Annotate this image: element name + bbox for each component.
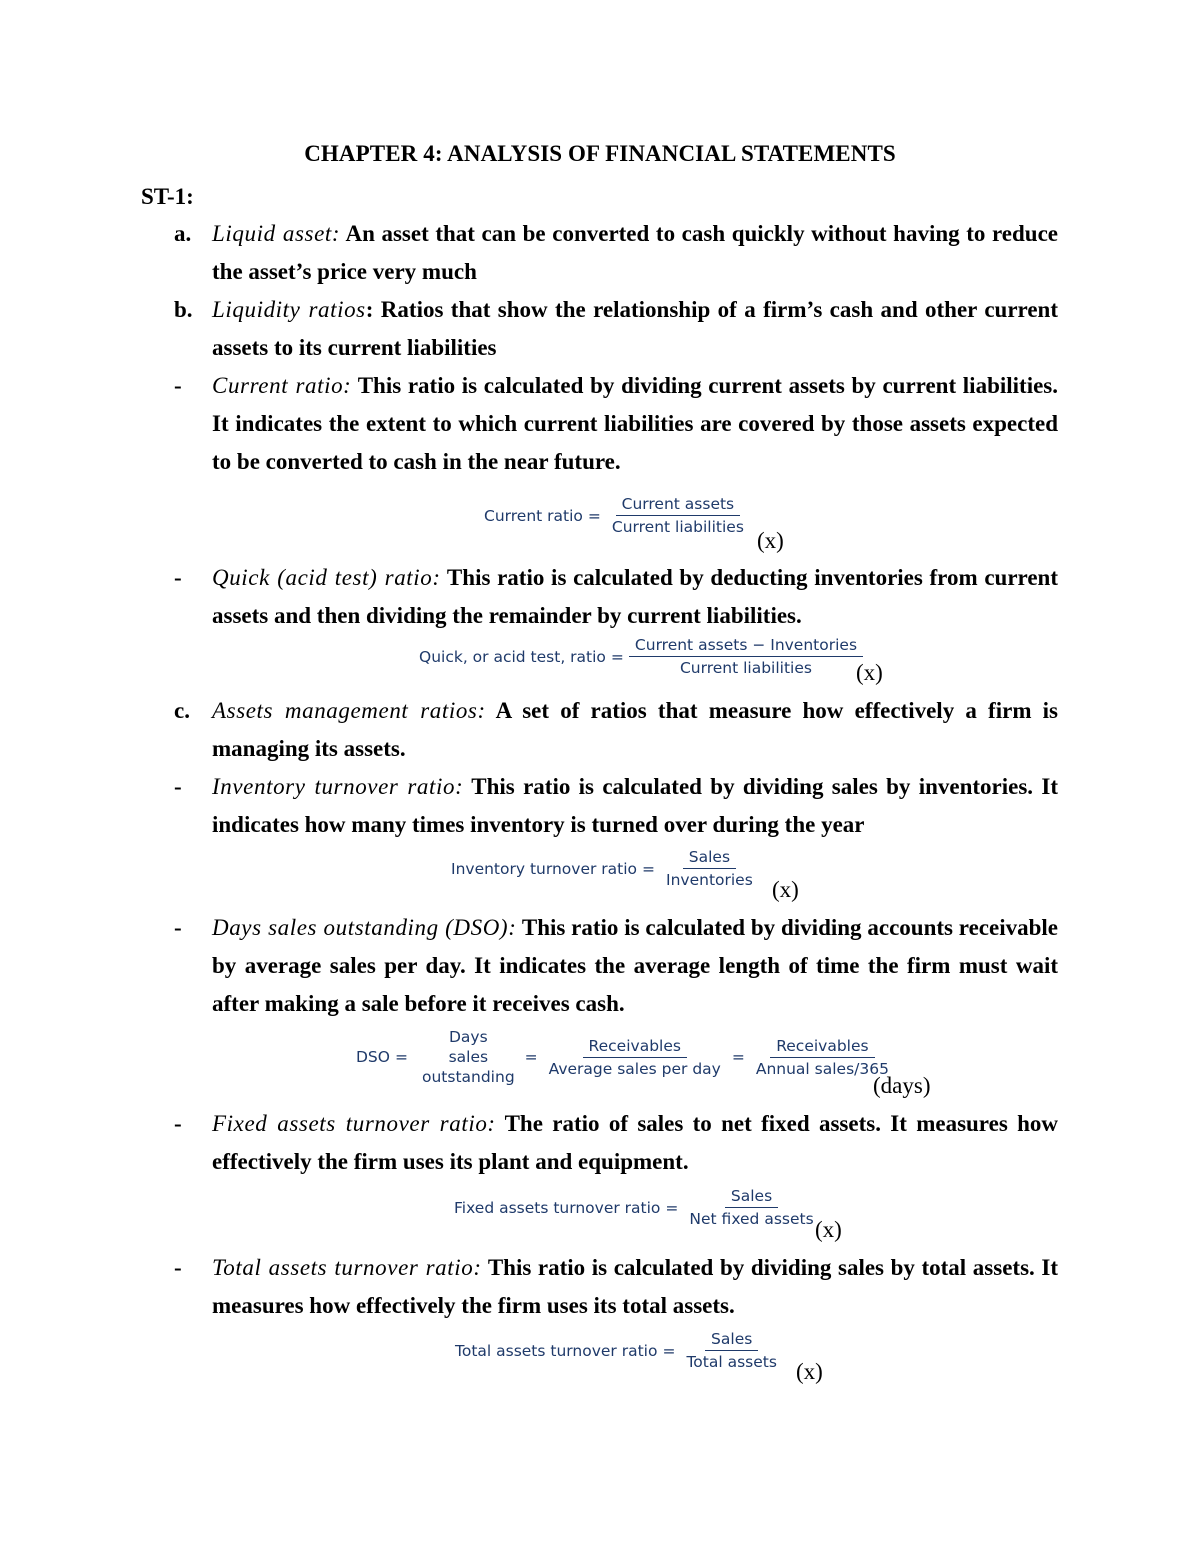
list-marker: b. [174, 297, 193, 322]
formula-inventory-turnover [451, 848, 759, 889]
unit-label: (x) [856, 660, 883, 685]
definition: A set of ratios that measure how effectively a firm is managing its assets. [212, 698, 1059, 761]
equals-sign: = [587, 506, 601, 525]
definition: This ratio is calculated by dividing sales by total assets. It measures how effectively the firm uses its total assets. [212, 1255, 1058, 1318]
term: Assets management ratios: [212, 698, 486, 723]
formula-lhs: DSO [356, 1048, 390, 1066]
definition: This ratio is calculated by dividing sales by inventories. It indicates how many times inventory is turned over during the year [212, 774, 1058, 837]
definition: This ratio is calculated by dividing accounts receivable by average sales per day. It indicates the average length of time the firm must wait after making a sale before it receives cash. [212, 915, 1058, 1016]
fraction [683, 1187, 819, 1228]
formula-current-ratio [484, 495, 750, 536]
definition: This ratio is calculated by deducting inventories from current assets and then dividing the remainder by current liabilities. [212, 565, 1058, 628]
term: Current ratio: [212, 373, 352, 398]
unit-label: (days) [873, 1073, 931, 1098]
formula-lhs: Total assets turnover ratio [455, 1341, 658, 1360]
section-label: ST-1: [141, 184, 194, 209]
equals-sign: = [662, 1341, 676, 1360]
formula-fixed-assets-turnover [454, 1187, 820, 1228]
term: Liquid asset: [212, 221, 341, 246]
list-marker: c. [174, 698, 190, 723]
list-item-fixed-assets-turnover [141, 1105, 1058, 1181]
term: Inventory turnover ratio: [212, 774, 464, 799]
equals-sign: = [642, 859, 656, 878]
definition: : Ratios that show the relationship of a firm’s cash and other current assets to its current liabilities [212, 297, 1059, 360]
list-marker: - [174, 774, 182, 799]
list-item-inventory-turnover [141, 768, 1058, 844]
fraction [606, 495, 750, 536]
fraction [750, 1037, 895, 1078]
page-title: CHAPTER 4: ANALYSIS OF FINANCIAL STATEMENTS [304, 141, 896, 166]
numerator: Receivables [583, 1037, 687, 1058]
list-item-assets-management [141, 692, 1058, 768]
list-marker: a. [174, 221, 192, 246]
formula-quick-ratio [419, 636, 863, 677]
equals-sign: = [610, 647, 624, 666]
unit-label: (x) [772, 877, 799, 902]
list-marker: - [174, 1255, 182, 1280]
denominator: Average sales per day [548, 1059, 721, 1078]
fraction [629, 636, 863, 677]
fraction [660, 848, 759, 889]
equals-sign: = [394, 1048, 408, 1066]
list-item-quick-ratio [141, 559, 1058, 635]
definition: The ratio of sales to net fixed assets. It measures how effectively the firm uses its plant and equipment. [212, 1111, 1058, 1174]
numerator: Current assets − Inventories [629, 636, 863, 657]
list-marker: - [174, 915, 182, 940]
term: Days sales outstanding (DSO): [212, 915, 517, 940]
list-marker: - [174, 373, 182, 398]
list-marker: - [174, 565, 182, 590]
list-marker: - [174, 1111, 182, 1136]
list-item-liquidity-ratios [141, 291, 1058, 367]
numerator: Sales [683, 848, 736, 869]
numerator: Sales [725, 1187, 778, 1208]
formula-lhs: Current ratio [484, 506, 583, 525]
denominator: Net fixed assets [689, 1210, 814, 1228]
list-item-liquid-asset [141, 215, 1058, 291]
denominator: Annual sales/365 [755, 1059, 889, 1078]
denominator: Total assets [686, 1353, 777, 1371]
term: Liquidity ratios [212, 297, 366, 322]
equals-sign: = [524, 1048, 538, 1066]
equals-sign: = [731, 1048, 745, 1066]
stack-line: sales [448, 1048, 489, 1066]
term: Total assets turnover ratio: [212, 1255, 482, 1280]
formula-lhs: Fixed assets turnover ratio [454, 1198, 661, 1217]
definition: An asset that can be converted to cash quickly without having to reduce the asset’s price very much [212, 221, 1058, 284]
denominator: Inventories [666, 871, 753, 889]
list-item-dso [141, 909, 1058, 1023]
list-item-total-assets-turnover [141, 1249, 1058, 1325]
denominator: Current liabilities [611, 518, 744, 536]
days-sales-outstanding-stack [422, 1027, 515, 1087]
fraction [543, 1037, 727, 1078]
equals-sign: = [665, 1198, 679, 1217]
formula-lhs: Inventory turnover ratio [451, 859, 638, 878]
term: Fixed assets turnover ratio: [212, 1111, 496, 1136]
fraction [680, 1330, 782, 1371]
stack-line: Days [448, 1028, 488, 1046]
numerator: Sales [705, 1330, 758, 1351]
formula-lhs: Quick, or acid test, ratio [419, 647, 606, 666]
numerator: Current assets [616, 495, 740, 516]
term: Quick (acid test) ratio: [212, 565, 441, 590]
formula-dso [356, 1027, 895, 1087]
stack-line: outstanding [421, 1068, 515, 1086]
definition: This ratio is calculated by dividing current assets by current liabilities. It indicates the extent to which current liabilities are covered by those assets expected to be converted to cash in the near future. [212, 373, 1058, 474]
denominator: Current liabilities [679, 659, 812, 677]
unit-label: (x) [796, 1359, 823, 1384]
formula-total-assets-turnover [455, 1330, 783, 1371]
unit-label: (x) [757, 528, 784, 553]
unit-label: (x) [815, 1217, 842, 1242]
numerator: Receivables [770, 1037, 874, 1058]
list-item-current-ratio [141, 367, 1058, 481]
